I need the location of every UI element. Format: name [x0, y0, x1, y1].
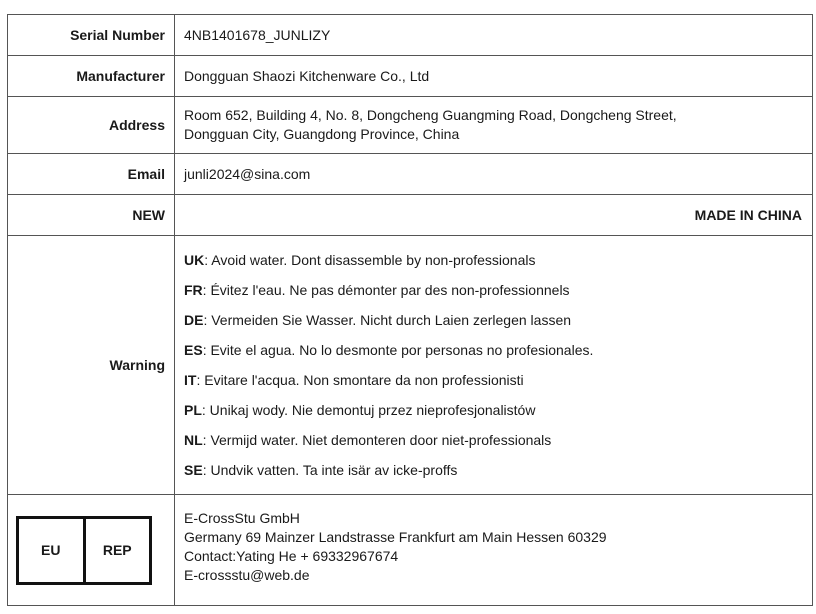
row-warning — [8, 236, 813, 495]
eu-rep-symbol-cell — [8, 495, 175, 606]
address-label: Address — [8, 97, 175, 154]
warning-text: : Évitez l'eau. Ne pas démonter par des non-professionnels — [202, 282, 570, 298]
warning-line — [184, 365, 812, 395]
warning-text: : Evite el agua. No lo desmonte por personas no profesionales. — [202, 342, 594, 358]
warning-label: Warning — [8, 236, 175, 495]
email-value: junli2024@sina.com — [175, 154, 813, 195]
warning-lang-code: IT — [184, 372, 197, 388]
eu-rep-address: Germany 69 Mainzer Landstrasse Frankfurt am Main Hessen 60329 — [184, 529, 607, 545]
address-line-1: Room 652, Building 4, No. 8, Dongcheng Guangming Road, Dongcheng Street, — [184, 107, 677, 123]
row-eu-rep — [8, 495, 813, 606]
warning-text: : Avoid water. Dont disassemble by non-professionals — [204, 252, 536, 268]
warning-lang-code: DE — [184, 312, 204, 328]
eu-rep-contact: Contact:Yating He + 69332967674 — [184, 548, 399, 564]
manufacturer-label: Manufacturer — [8, 56, 175, 97]
warning-line — [184, 275, 812, 305]
warning-text: : Vermeiden Sie Wasser. Nicht durch Laien zerlegen lassen — [203, 312, 572, 328]
eu-rep-company: E-CrossStu GmbH — [184, 510, 300, 526]
warning-line — [184, 305, 812, 335]
warning-lang-code: SE — [184, 462, 203, 478]
warning-lang-code: ES — [184, 342, 203, 358]
made-in-china-value: MADE IN CHINA — [175, 195, 813, 236]
warning-text: : Unikaj wody. Nie demontuj przez nieprofesjonalistów — [201, 402, 536, 418]
manufacturer-value: Dongguan Shaozi Kitchenware Co., Ltd — [175, 56, 813, 97]
warning-line — [184, 425, 812, 455]
warning-lang-code: PL — [184, 402, 202, 418]
warning-lang-code: UK — [184, 252, 205, 268]
row-new — [8, 195, 813, 236]
new-label: NEW — [8, 195, 175, 236]
eu-rep-symbol — [16, 516, 152, 585]
row-manufacturer — [8, 56, 813, 97]
warning-line — [184, 455, 812, 485]
eu-badge: EU — [19, 519, 86, 582]
warning-lang-code: FR — [184, 282, 203, 298]
warning-line — [184, 335, 812, 365]
serial-number-value: 4NB1401678_JUNLIZY — [175, 15, 813, 56]
warning-lang-code: NL — [184, 432, 203, 448]
warning-line — [184, 395, 812, 425]
rep-badge: REP — [102, 542, 132, 558]
warning-line — [184, 245, 812, 275]
serial-number-label: Serial Number — [8, 15, 175, 56]
address-line-2: Dongguan City, Guangdong Province, China — [184, 126, 460, 142]
warning-lines — [175, 236, 813, 495]
row-serial-number — [8, 15, 813, 56]
eu-rep-details — [175, 495, 813, 606]
warning-text: : Evitare l'acqua. Non smontare da non professionisti — [196, 372, 524, 388]
address-value — [175, 97, 813, 154]
eu-rep-email: E-crossstu@web.de — [184, 567, 310, 583]
warning-text: : Vermijd water. Niet demonteren door niet-professionals — [202, 432, 552, 448]
row-address — [8, 97, 813, 154]
email-label: Email — [8, 154, 175, 195]
product-info-table — [7, 14, 813, 606]
row-email — [8, 154, 813, 195]
warning-text: : Undvik vatten. Ta inte isär av icke-proffs — [202, 462, 458, 478]
